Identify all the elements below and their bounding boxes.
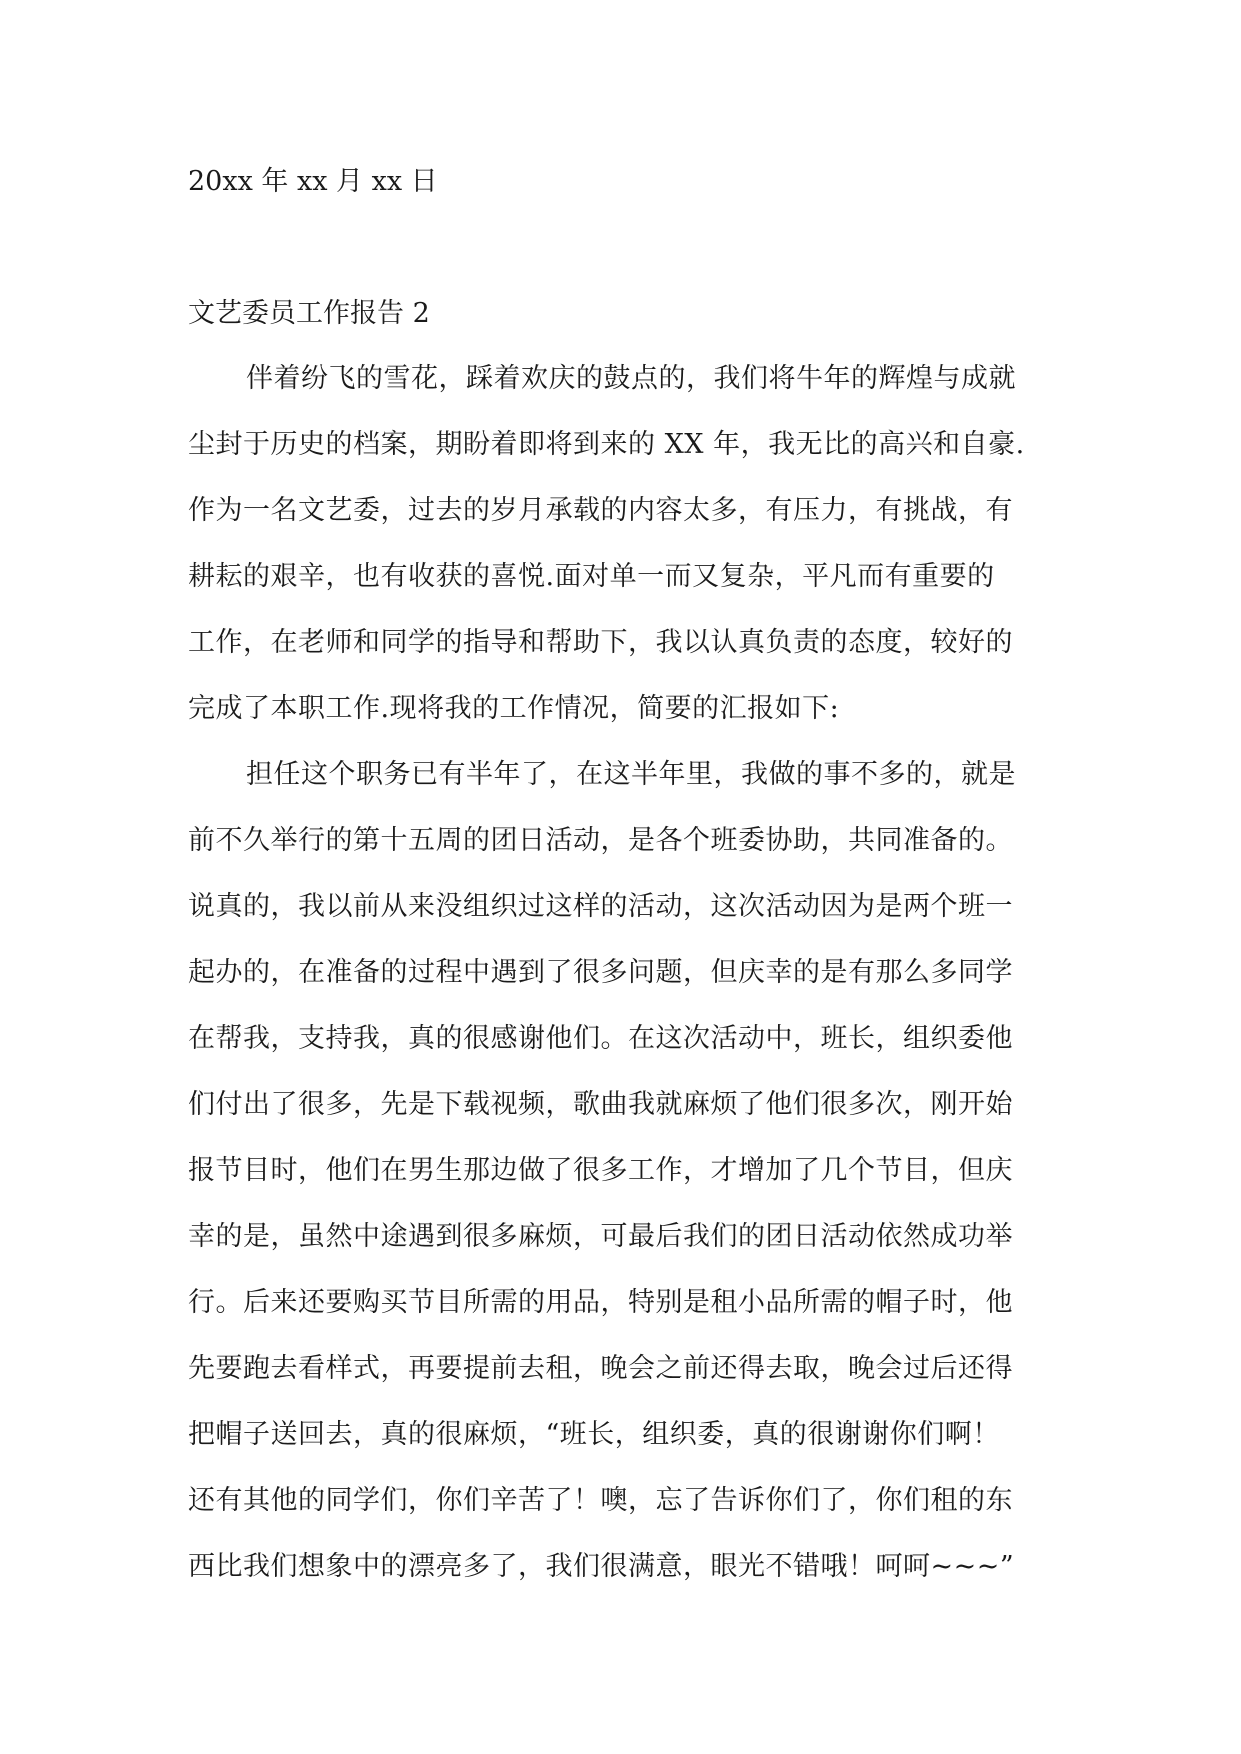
paragraph-line: 报节目时，他们在男生那边做了很多工作，才增加了几个节目，但庆 xyxy=(188,1155,1013,1186)
paragraph-line: 先要跑去看样式，再要提前去租，晚会之前还得去取，晚会过后还得 xyxy=(188,1353,1013,1384)
document-date: 20xx 年 xx 月 xx 日 xyxy=(188,166,438,197)
document-body xyxy=(188,346,1058,1600)
document-title: 文艺委员工作报告 2 xyxy=(188,298,430,329)
paragraph-line: 作为一名文艺委，过去的岁月承载的内容太多，有压力，有挑战，有 xyxy=(188,495,1013,526)
paragraph-line: 行。后来还要购买节目所需的用品，特别是租小品所需的帽子时，他 xyxy=(188,1287,1013,1318)
paragraph-line: 还有其他的同学们，你们辛苦了！噢，忘了告诉你们了，你们租的东 xyxy=(188,1485,1013,1516)
paragraph-line: 起办的，在准备的过程中遇到了很多问题，但庆幸的是有那么多同学 xyxy=(188,957,1013,988)
paragraph-line: 前不久举行的第十五周的团日活动，是各个班委协助，共同准备的。 xyxy=(188,825,1013,856)
paragraph-line: 们付出了很多，先是下载视频，歌曲我就麻烦了他们很多次，刚开始 xyxy=(188,1089,1013,1120)
paragraph-line: 尘封于历史的档案，期盼着即将到来的 XX 年，我无比的高兴和自豪. xyxy=(188,429,1025,460)
paragraph-line: 幸的是，虽然中途遇到很多麻烦，可最后我们的团日活动依然成功举 xyxy=(188,1221,1013,1252)
paragraph-line: 完成了本职工作.现将我的工作情况，简要的汇报如下: xyxy=(188,693,840,724)
paragraph-line: 在帮我，支持我，真的很感谢他们。在这次活动中，班长，组织委他 xyxy=(188,1023,1013,1054)
paragraph-line: 工作，在老师和同学的指导和帮助下，我以认真负责的态度，较好的 xyxy=(188,627,1013,658)
paragraph-line: 耕耘的艰辛，也有收获的喜悦.面对单一而又复杂，平凡而有重要的 xyxy=(188,561,995,592)
paragraph-line: 把帽子送回去，真的很麻烦，“班长，组织委，真的很谢谢你们啊！ xyxy=(188,1419,1000,1450)
paragraph-line: 说真的，我以前从来没组织过这样的活动，这次活动因为是两个班一 xyxy=(188,891,1013,922)
paragraph-line: 伴着纷飞的雪花，踩着欢庆的鼓点的，我们将牛年的辉煌与成就 xyxy=(246,363,1016,394)
paragraph-line: 担任这个职务已有半年了，在这半年里，我做的事不多的，就是 xyxy=(246,759,1016,790)
paragraph-line: 西比我们想象中的漂亮多了，我们很满意，眼光不错哦！呵呵~~~” xyxy=(188,1551,1015,1582)
